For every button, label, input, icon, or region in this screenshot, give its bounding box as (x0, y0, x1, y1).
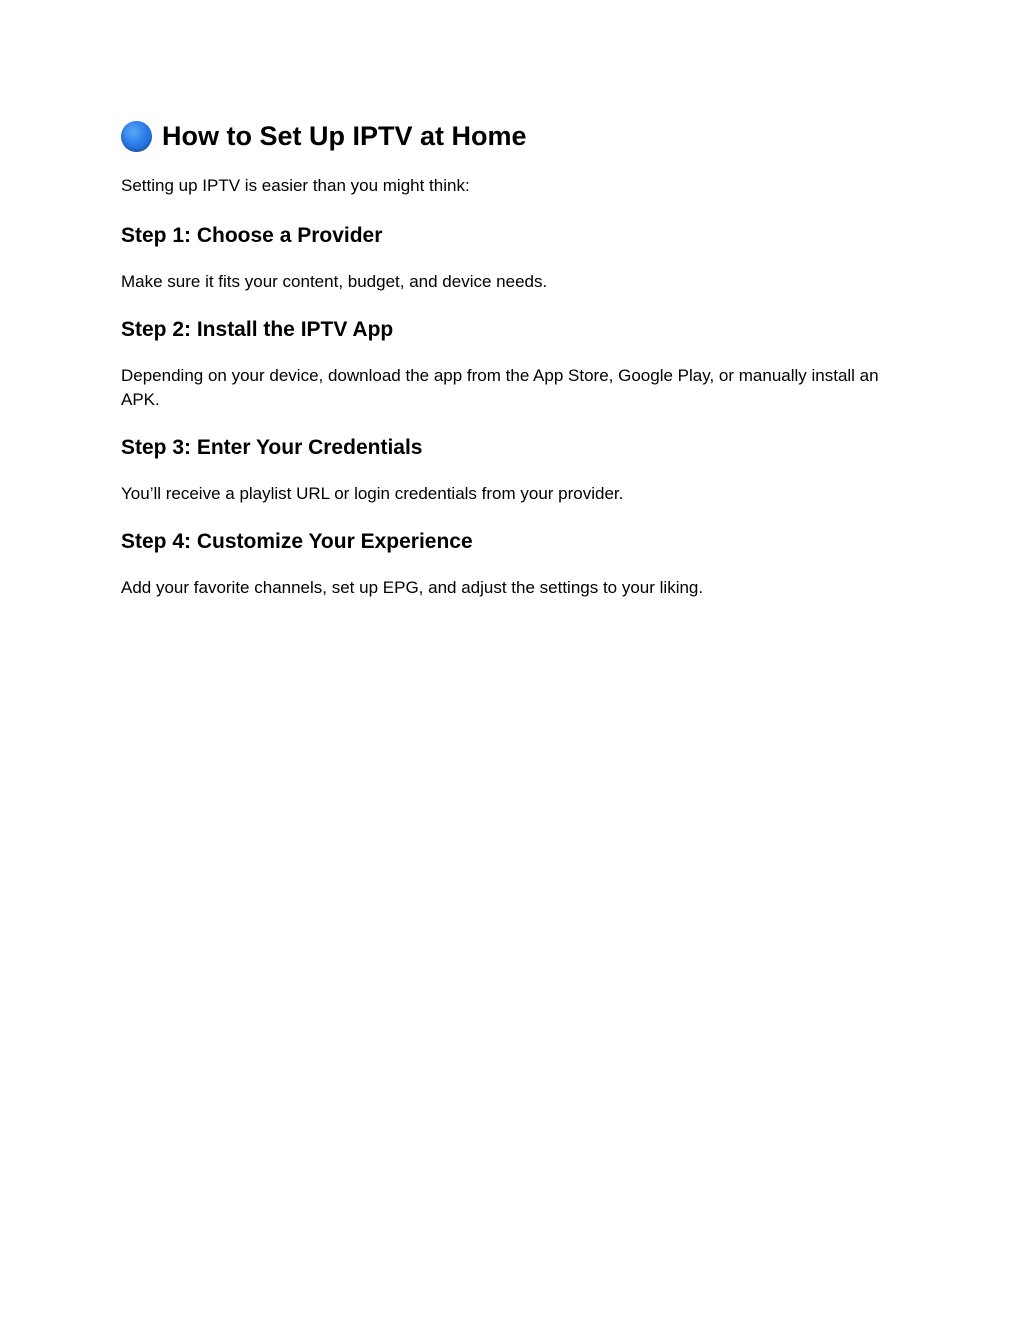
step-heading: Step 1: Choose a Provider (121, 224, 383, 247)
document-page (121, 116, 901, 600)
step-heading: Step 4: Customize Your Experience (121, 530, 473, 553)
blue-circle-icon (121, 121, 152, 152)
page-title-text: How to Set Up IPTV at Home (162, 121, 527, 151)
step-heading: Step 3: Enter Your Credentials (121, 436, 423, 459)
step-heading: Step 2: Install the IPTV App (121, 318, 394, 341)
intro-paragraph: Setting up IPTV is easier than you might think: (121, 176, 470, 195)
step-section-3 (121, 435, 901, 506)
step-body: Add your favorite channels, set up EPG, and adjust the settings to your liking. (121, 578, 704, 597)
step-section-2 (121, 317, 901, 412)
step-body: Make sure it fits your content, budget, and device needs. (121, 272, 548, 291)
step-body: You’ll receive a playlist URL or login credentials from your provider. (121, 484, 624, 503)
step-body: Depending on your device, download the app from the App Store, Google Play, or manually install an APK. (121, 366, 879, 409)
step-section-4 (121, 529, 901, 600)
step-section-1 (121, 223, 901, 294)
page-title (121, 116, 901, 156)
